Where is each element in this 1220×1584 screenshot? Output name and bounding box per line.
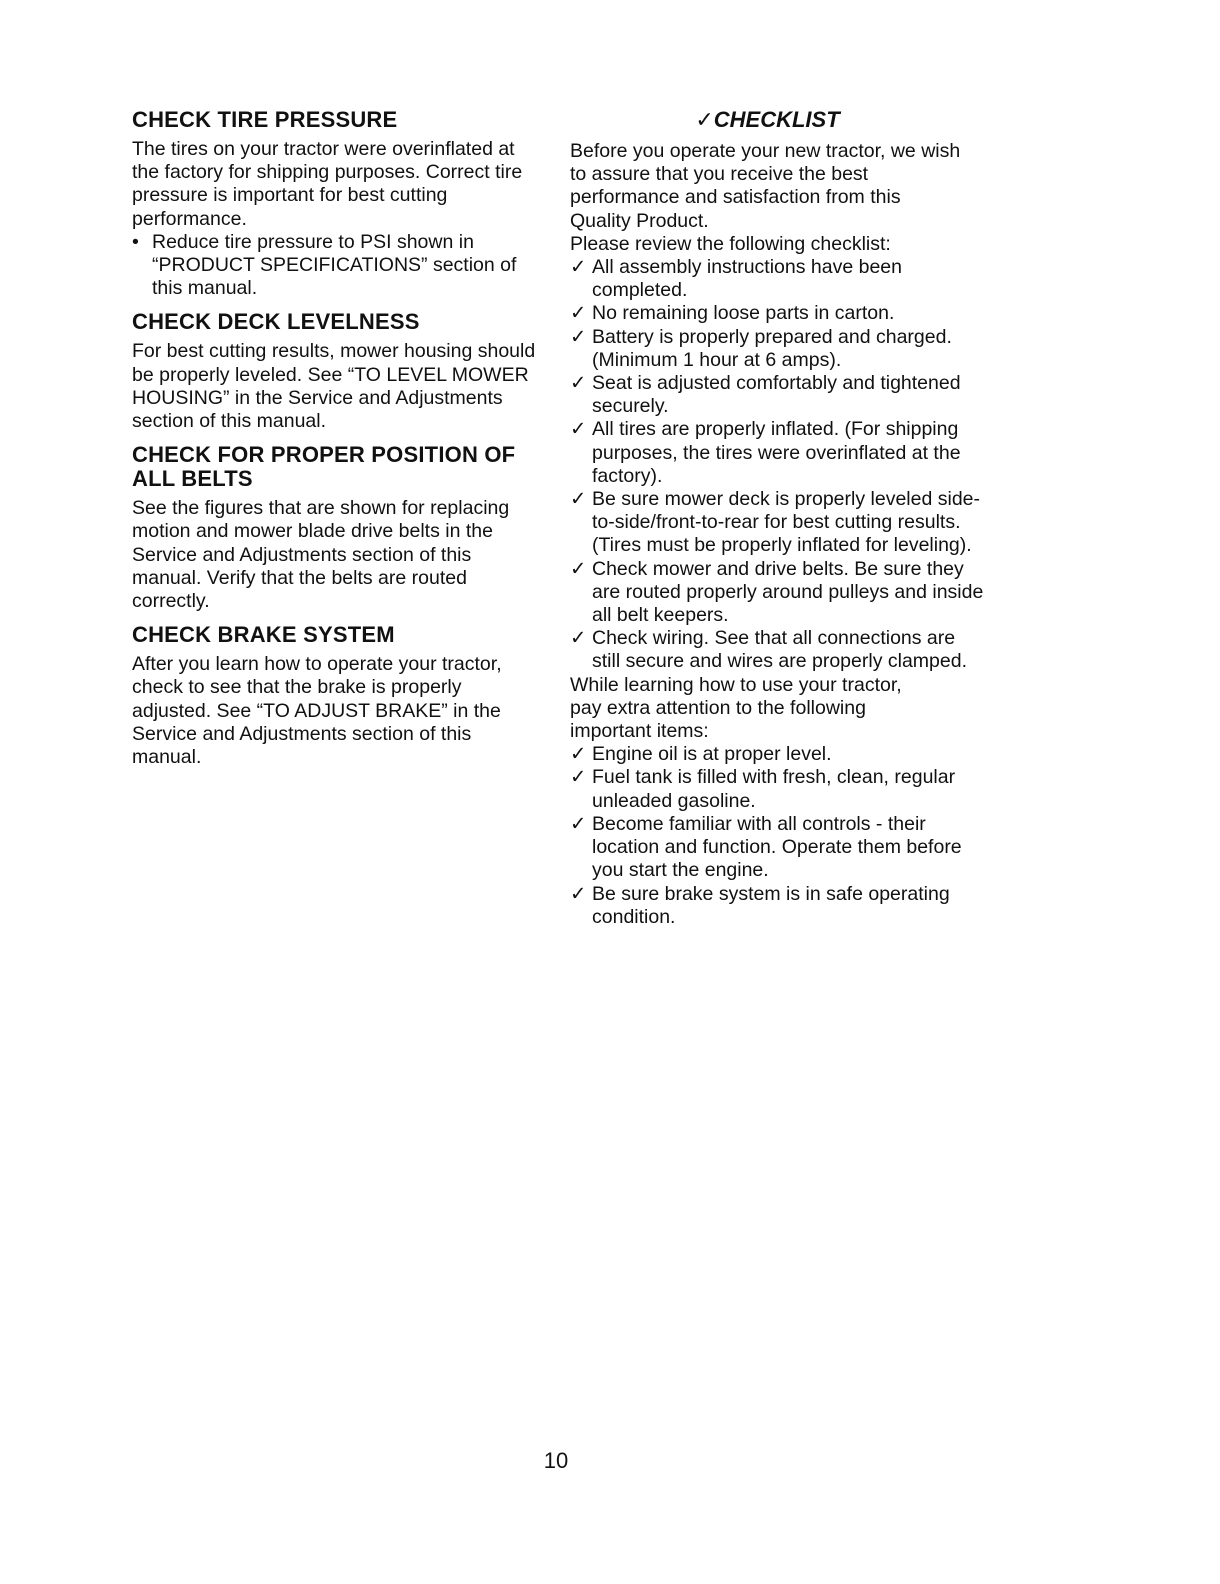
checklist-title-text: CHECKLIST	[713, 107, 840, 132]
section-check-brake-system	[132, 623, 542, 769]
checklist-intro: Before you operate your new tractor, we wish to assure that you receive the best performance and satisfaction from this Quality Product.	[570, 140, 961, 232]
checklist-item	[570, 256, 985, 302]
check-icon: ✓	[570, 766, 587, 789]
section-check-tire-pressure	[132, 108, 542, 300]
section-heading: CHECK FOR PROPER POSITION OF ALL BELTS	[132, 442, 516, 492]
learning-item-text: Engine oil is at proper level.	[592, 743, 832, 766]
checklist-item	[570, 558, 985, 628]
checklist-item-text: Check wiring. See that all connections are still secure and wires are properly clamped.	[592, 627, 967, 673]
checklist-item-text: No remaining loose parts in carton.	[592, 302, 895, 325]
check-icon: ✓	[570, 302, 587, 325]
checklist-item	[570, 372, 985, 418]
page-number: 10	[543, 1448, 569, 1473]
check-icon: ✓	[570, 743, 587, 766]
checklist-item-text: Seat is adjusted comfortably and tightened securely.	[592, 372, 961, 418]
section-paragraph: After you learn how to operate your tractor, check to see that the brake is properly adjusted. See “TO ADJUST BRAKE” in the Service and Adjustments section of this manual.	[132, 653, 502, 769]
checklist-item-text: Battery is properly prepared and charged. (Minimum 1 hour at 6 amps).	[592, 325, 952, 371]
checklist-review-line: Please review the following checklist:	[570, 232, 891, 255]
learning-item-text: Fuel tank is filled with fresh, clean, regular unleaded gasoline.	[592, 766, 956, 812]
learning-item	[570, 766, 985, 812]
checklist-item	[570, 488, 985, 558]
checklist-item-text: Be sure mower deck is properly leveled side-to-side/front-to-rear for best cutting results. (Tires must be properly inflated for leveling).	[592, 488, 981, 557]
checklist-column	[570, 108, 985, 929]
learning-item	[570, 743, 985, 766]
bullet-text: Reduce tire pressure to PSI shown in “PRODUCT SPECIFICATIONS” section of this manual.	[152, 230, 517, 300]
check-icon: ✓	[570, 488, 587, 511]
section-heading: CHECK BRAKE SYSTEM	[132, 622, 395, 648]
section-paragraph: See the figures that are shown for replacing motion and mower blade drive belts in the Service and Adjustments section of this manual. Verify that the belts are routed correctly.	[132, 497, 510, 613]
check-icon: ✓	[570, 256, 587, 279]
check-icon: ✓	[570, 812, 587, 835]
check-icon: ✓	[570, 627, 587, 650]
learning-intro: While learning how to use your tractor, pay extra attention to the following important items:	[570, 673, 902, 743]
section-heading: CHECK DECK LEVELNESS	[132, 309, 420, 335]
learning-item	[570, 883, 985, 929]
learning-items	[570, 743, 985, 929]
section-paragraph: The tires on your tractor were overinflated at the factory for shipping purposes. Correct tire pressure is important for best cutting performance.	[132, 138, 523, 230]
learning-item-text: Become familiar with all controls - their location and function. Operate them before you start the engine.	[592, 812, 962, 882]
section-check-deck-levelness	[132, 310, 542, 433]
bullet-icon: •	[132, 230, 139, 253]
checklist-item-text: All tires are properly inflated. (For shipping purposes, the tires were overinflated at the factory).	[592, 418, 961, 487]
checklist-item	[570, 302, 985, 325]
checklist-item	[570, 418, 985, 488]
check-icon: ✓	[570, 372, 587, 395]
section-check-belts	[132, 443, 542, 613]
checklist-title	[570, 108, 985, 132]
learning-item	[570, 813, 985, 883]
section-heading: CHECK TIRE PRESSURE	[132, 107, 398, 132]
checklist-item-text: All assembly instructions have been completed.	[592, 256, 902, 302]
check-icon: ✓	[570, 882, 587, 905]
checklist-item	[570, 326, 985, 372]
learning-item-text: Be sure brake system is in safe operating condition.	[592, 882, 950, 928]
bullet-item	[132, 231, 542, 301]
checklist-item	[570, 627, 985, 673]
section-paragraph: For best cutting results, mower housing should be properly leveled. See “TO LEVEL MOWER HOUSING” in the Service and Adjustments section of this manual.	[132, 340, 536, 433]
check-icon: ✓	[570, 325, 587, 348]
check-icon: ✓	[570, 418, 587, 441]
check-icon: ✓	[695, 107, 714, 132]
checklist-items	[570, 256, 985, 674]
checklist-item-text: Check mower and drive belts. Be sure they are routed properly around pulleys and inside all belt keepers.	[592, 557, 984, 627]
left-column	[132, 108, 542, 779]
check-icon: ✓	[570, 557, 587, 580]
